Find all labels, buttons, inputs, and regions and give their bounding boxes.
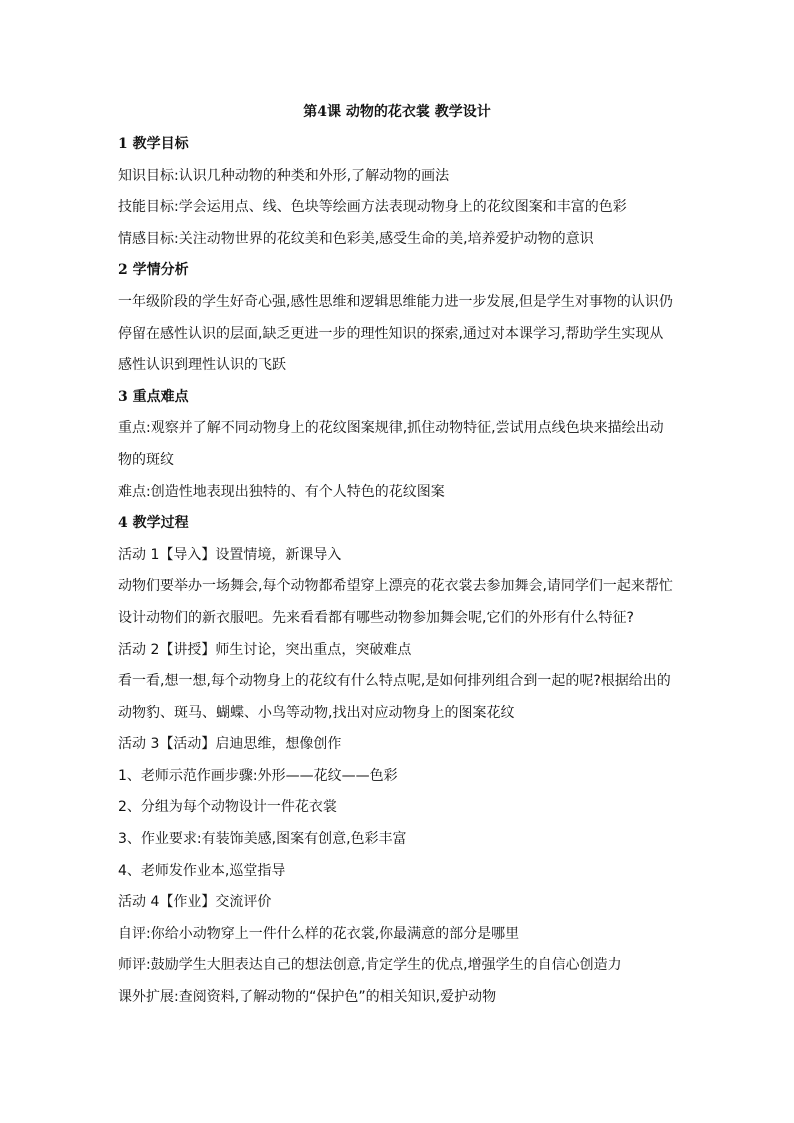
paragraph-line: 课外扩展:查阅资料,了解动物的“保护色”的相关知识,爱护动物 [118,989,497,1006]
paragraph-line: 动物们要举办一场舞会,每个动物都希望穿上漂亮的花衣裳去参加舞会,请同学们一起来帮忙 [118,578,673,595]
paragraph-line: 3、作业要求:有装饰美感,图案有创意,色彩丰富 [118,831,407,848]
paragraph-line: 2、分组为每个动物设计一件花衣裳 [118,799,337,816]
paragraph-line: 情感目标:关注动物世界的花纹美和色彩美,感受生命的美,培养爱护动物的意识 [118,230,594,247]
section-heading: 4 教学过程 [118,515,189,532]
section-heading: 1 教学目标 [118,136,189,152]
paragraph-line: 知识目标:认识几种动物的种类和外形,了解动物的画法 [118,167,450,184]
paragraph-line: 活动 3【活动】启迪思维，想像创作 [118,736,342,753]
document-body [118,129,688,1014]
paragraph-line: 活动 1【导入】设置情境，新课导入 [118,546,342,563]
paragraph-line: 活动 4【作业】交流评价 [118,894,272,911]
paragraph-line: 重点:观察并了解不同动物身上的花纹图案规律,抓住动物特征,尝试用点线色块来描绘出动 [118,420,664,437]
paragraph-line: 1、老师示范作画步骤:外形——花纹——色彩 [118,767,398,784]
paragraph-line: 4、老师发作业本,巡堂指导 [118,862,286,879]
document-title: 第4课 动物的花衣裳 教学设计 [303,104,491,120]
paragraph-line: 师评:鼓励学生大胆表达自己的想法创意,肯定学生的优点,增强学生的自信心创造力 [118,957,622,974]
paragraph-line: 技能目标:学会运用点、线、色块等绘画方法表现动物身上的花纹图案和丰富的色彩 [118,199,627,216]
paragraph-line: 难点:创造性地表现出独特的、有个人特色的花纹图案 [118,483,445,500]
paragraph-line: 自评:你给小动物穿上一件什么样的花衣裳,你最满意的部分是哪里 [118,925,520,942]
paragraph-line: 一年级阶段的学生好奇心强,感性思维和逻辑思维能力进一步发展,但是学生对事物的认识仍 [118,293,673,310]
paragraph-line: 活动 2【讲授】师生讨论，突出重点，突破难点 [118,641,412,658]
paragraph-line: 动物豹、斑马、蝴蝶、小鸟等动物,找出对应动物身上的图案花纹 [118,704,515,721]
paragraph-line: 看一看,想一想,每个动物身上的花纹有什么特点呢,是如何排列组合到一起的呢?根据给出的 [118,673,671,690]
paragraph-line: 设计动物们的新衣服吧。先来看看都有哪些动物参加舞会呢,它们的外形有什么特征? [118,609,634,626]
paragraph-line: 物的斑纹 [118,451,174,468]
section-heading: 2 学情分析 [118,262,189,279]
paragraph-line: 停留在感性认识的层面,缺乏更进一步的理性知识的探索,通过对本课学习,帮助学生实现从 [118,325,664,342]
section-heading: 3 重点难点 [118,388,189,405]
paragraph-line: 感性认识到理性认识的飞跃 [118,357,286,374]
